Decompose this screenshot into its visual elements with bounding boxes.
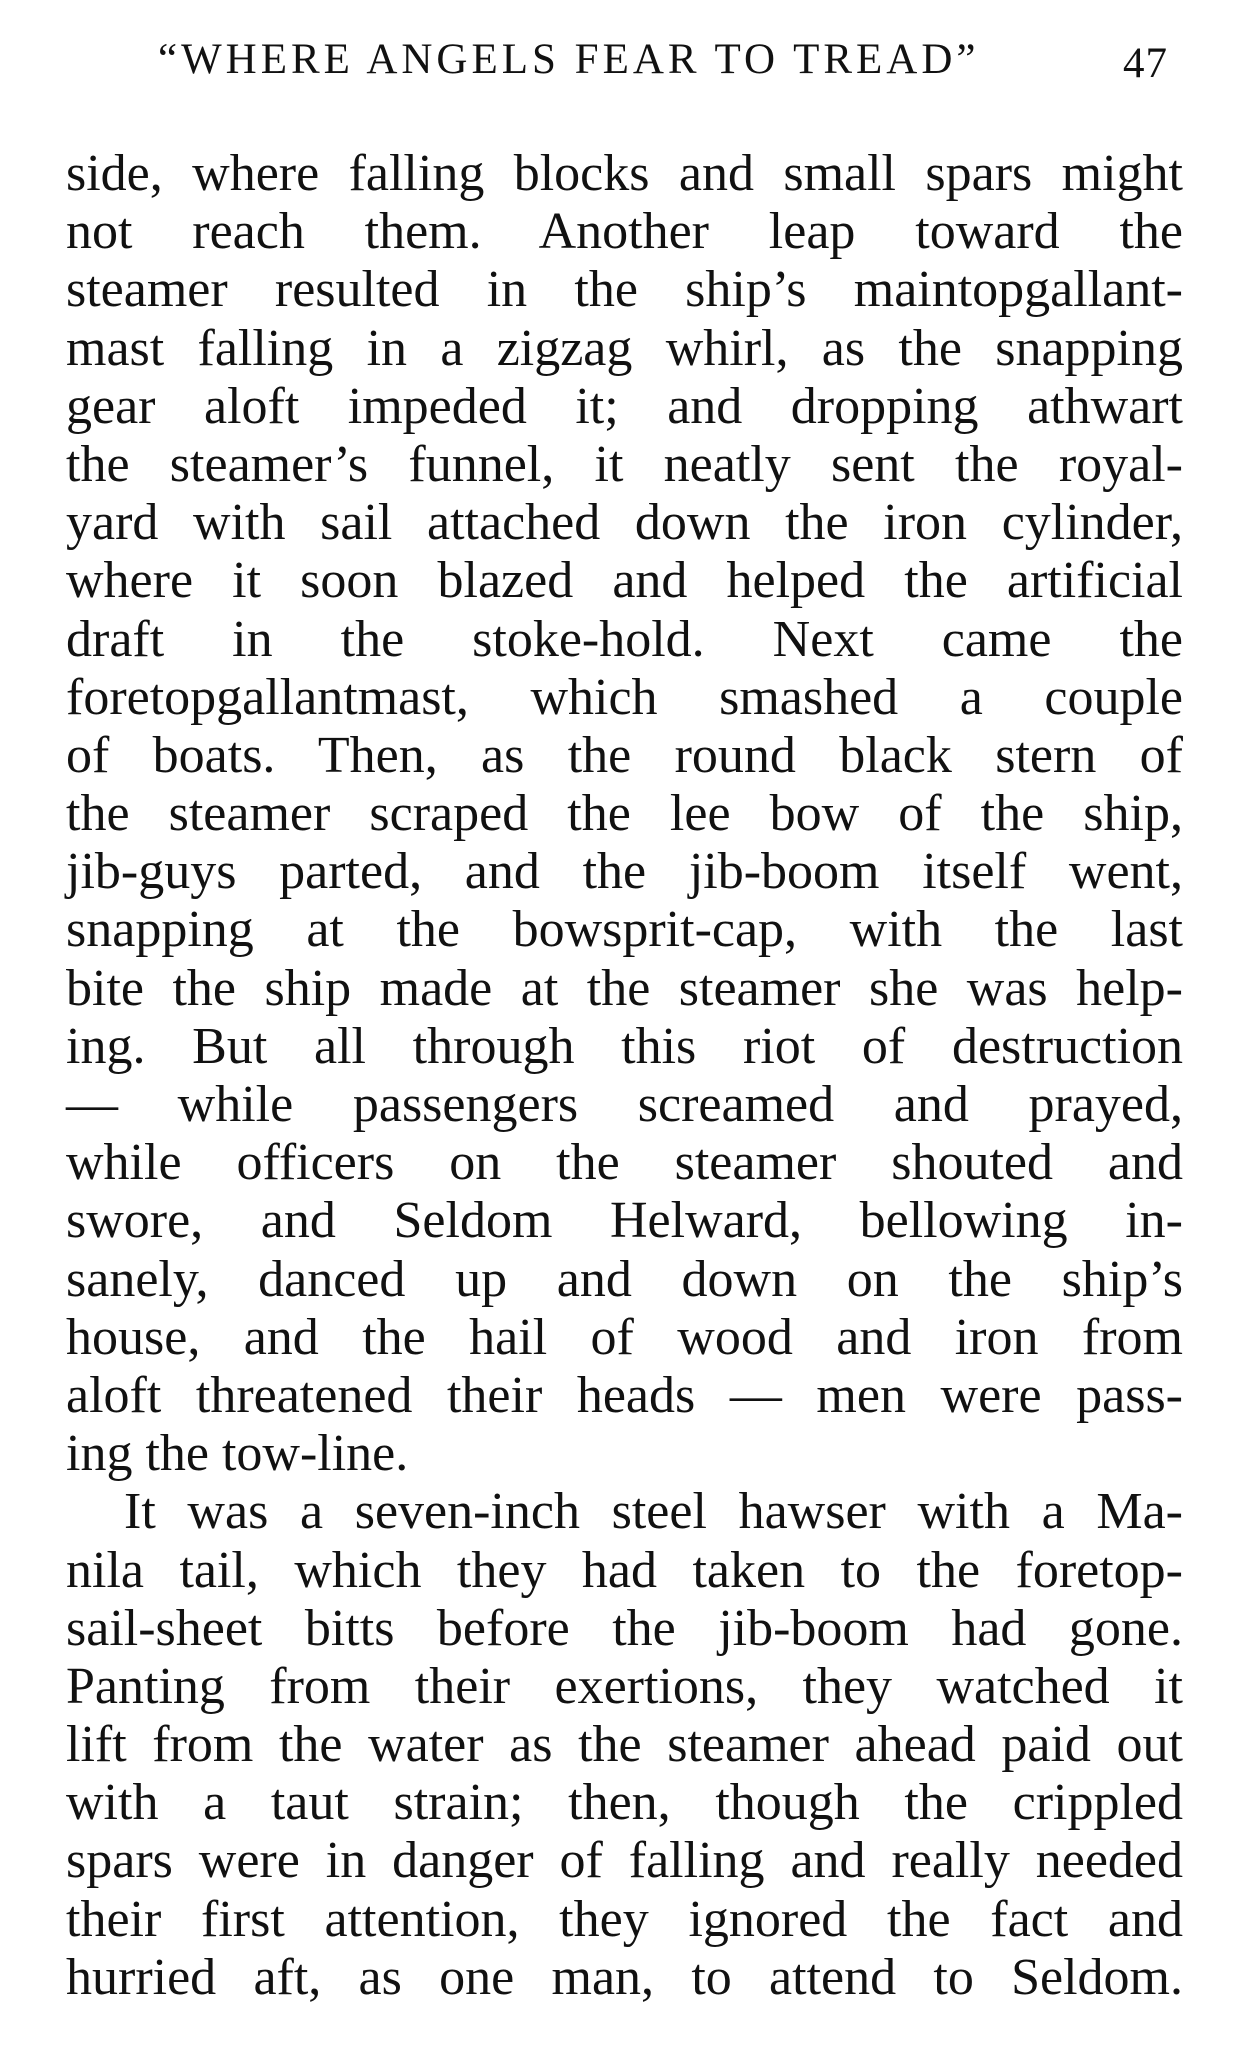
text-line: the steamer’s funnel, it neatly sent the royal- xyxy=(66,435,1183,493)
text-line: draft in the stoke-hold. Next came the xyxy=(66,610,1183,668)
text-line: their first attention, they ignored the fact and xyxy=(66,1890,1183,1948)
text-line: jib-guys parted, and the jib-boom itself went, xyxy=(66,843,1183,901)
text-line: mast falling in a zigzag whirl, as the snapping xyxy=(66,319,1183,377)
text-line: bite the ship made at the steamer she was help- xyxy=(66,959,1183,1017)
text-line: with a taut strain; then, though the crippled xyxy=(66,1774,1183,1832)
text-line: while officers on the steamer shouted and xyxy=(66,1134,1183,1192)
page-number: 47 xyxy=(1123,40,1168,87)
text-line: not reach them. Another leap toward the xyxy=(66,203,1183,261)
text-line: house, and the hail of wood and iron from xyxy=(66,1308,1183,1366)
text-line: It was a seven-inch steel hawser with a Ma- xyxy=(124,1483,1183,1541)
running-title: “WHERE ANGELS FEAR TO TREAD” xyxy=(158,36,980,83)
text-line: yard with sail attached down the iron cylinder, xyxy=(66,494,1183,552)
text-line: snapping at the bowsprit-cap, with the last xyxy=(66,901,1183,959)
text-line: nila tail, which they had taken to the foretop- xyxy=(66,1541,1183,1599)
paragraph-2 xyxy=(66,1483,1183,2007)
text-line: sanely, danced up and down on the ship’s xyxy=(66,1250,1183,1308)
text-line: gear aloft impeded it; and dropping athwart xyxy=(66,377,1183,435)
text-line: — while passengers screamed and prayed, xyxy=(66,1076,1183,1133)
text-line: foretopgallantmast, which smashed a couple xyxy=(66,668,1183,726)
paragraph-1 xyxy=(66,145,1183,1483)
text-line: sail-sheet bitts before the jib-boom had gone. xyxy=(66,1599,1183,1657)
body-text xyxy=(66,145,1183,2007)
running-head xyxy=(158,30,1168,90)
text-line: aloft threatened their heads — men were pass- xyxy=(66,1366,1183,1424)
text-line: swore, and Seldom Helward, bellowing in- xyxy=(66,1192,1183,1250)
text-line: where it soon blazed and helped the artificial xyxy=(66,552,1183,610)
text-line: Panting from their exertions, they watched it xyxy=(66,1657,1183,1715)
text-line: ing the tow-line. xyxy=(66,1425,409,1483)
text-line: spars were in danger of falling and really needed xyxy=(66,1832,1183,1890)
text-line: lift from the water as the steamer ahead paid out xyxy=(66,1716,1183,1774)
text-line: side, where falling blocks and small spars might xyxy=(66,145,1183,202)
text-line: of boats. Then, as the round black stern of xyxy=(66,726,1183,784)
text-line: the steamer scraped the lee bow of the ship, xyxy=(66,785,1183,843)
text-line: hurried aft, as one man, to attend to Seldom. xyxy=(66,1948,1183,2006)
text-line: ing. But all through this riot of destruction xyxy=(66,1017,1183,1075)
text-line: steamer resulted in the ship’s maintopgallant- xyxy=(66,261,1183,319)
